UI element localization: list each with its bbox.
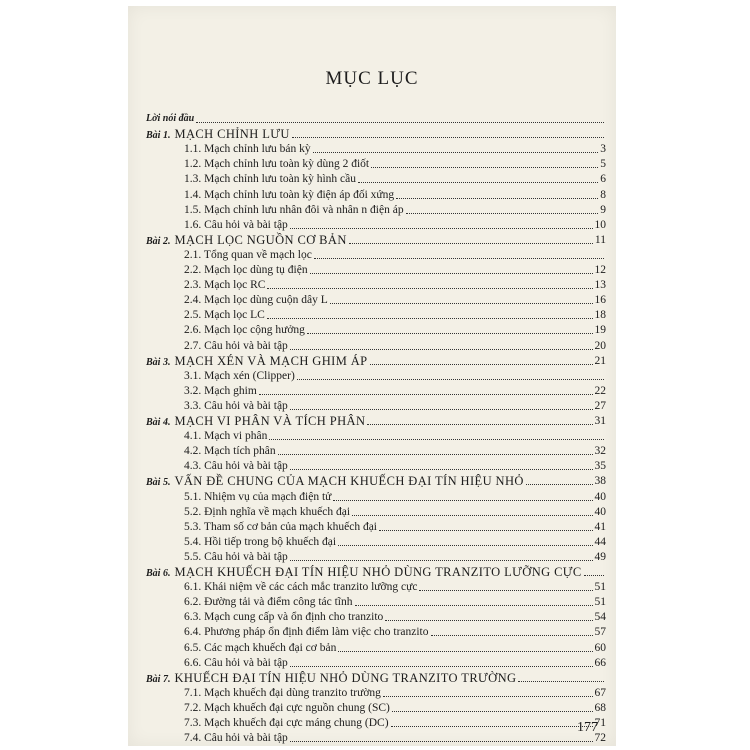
toc-page-number: 22: [594, 384, 606, 397]
toc-page-number: 68: [594, 701, 606, 714]
toc-page-number: 32: [594, 445, 606, 458]
toc-entry-label: 1.4. Mạch chỉnh lưu toàn kỳ điện áp đối xứng: [184, 188, 395, 201]
toc-page-number: 16: [594, 294, 606, 307]
dot-leader: [383, 696, 593, 697]
toc-entry-label: 3.3. Câu hỏi và bài tập: [184, 399, 288, 412]
toc-page-number: 38: [594, 475, 606, 488]
dot-leader: [392, 711, 593, 712]
toc-page-number: 40: [594, 490, 606, 503]
toc-page-number: 3: [600, 143, 606, 156]
toc-page-number: 66: [594, 656, 606, 669]
toc-chapter-row: [146, 231, 606, 247]
toc-section-row: [184, 684, 606, 700]
toc-section-row: [184, 442, 606, 458]
dot-leader: [358, 182, 598, 183]
dot-leader: [355, 605, 593, 606]
chapter-number: Bài 2.: [146, 235, 171, 247]
toc-entry-label: 7.1. Mạch khuếch đại dùng tranzito trường: [184, 686, 381, 699]
toc-entry-label: VẤN ĐỀ CHUNG CỦA MẠCH KHUẾCH ĐẠI TÍN HIỆU NHỎ: [174, 474, 524, 489]
toc-section-row: [184, 639, 606, 655]
dot-leader: [584, 575, 604, 576]
dot-leader: [290, 560, 593, 561]
dot-leader: [330, 303, 593, 304]
toc-section-row: [184, 427, 606, 443]
dot-leader: [518, 681, 604, 682]
toc-entry-label: 7.3. Mạch khuếch đại cực máng chung (DC): [184, 717, 389, 729]
toc-page-number: 49: [594, 550, 606, 563]
toc-entry-label: 7.4. Câu hỏi và bài tập: [184, 732, 288, 745]
dot-leader: [379, 530, 592, 531]
toc-section-row: [184, 548, 606, 564]
toc-entry-label: MẠCH KHUẾCH ĐẠI TÍN HIỆU NHỎ DÙNG TRANZITO LƯỠNG CỰC: [174, 565, 582, 579]
toc-entry-label: MẠCH XÉN VÀ MẠCH GHIM ÁP: [174, 353, 368, 368]
dot-leader: [267, 318, 593, 319]
toc-section-row: [184, 488, 606, 504]
dot-leader: [333, 500, 592, 501]
toc-entry-label: 6.5. Các mạch khuếch đại cơ bản: [184, 641, 337, 654]
toc-section-row: [184, 503, 606, 519]
dot-leader: [367, 424, 592, 425]
dot-leader: [391, 726, 593, 727]
toc-entry-label: 1.1. Mạch chỉnh lưu bán kỳ: [184, 143, 311, 156]
chapter-number: Bài 4.: [146, 417, 171, 428]
toc-section-row: [184, 623, 606, 639]
toc-entry-label: 1.3. Mạch chỉnh lưu toàn kỳ hình cầu: [184, 173, 356, 186]
dot-leader: [290, 228, 593, 229]
toc-section-row: [184, 155, 606, 171]
toc-section-row: [184, 186, 606, 202]
dot-leader: [419, 590, 592, 591]
chapter-number: Bài 1.: [146, 130, 171, 142]
dot-leader: [314, 258, 604, 259]
dot-leader: [526, 484, 593, 485]
dot-leader: [431, 635, 593, 636]
toc-page-number: 13: [594, 279, 606, 292]
dot-leader: [310, 273, 593, 274]
toc-entry-label: 1.2. Mạch chỉnh lưu toàn kỳ dùng 2 điốt: [184, 158, 370, 171]
toc-entry-label: 2.5. Mạch lọc LC: [184, 309, 265, 322]
toc-entry-label: 1.5. Mạch chỉnh lưu nhân đôi và nhân n điện áp: [184, 203, 404, 216]
toc-entry-label: 2.1. Tổng quan về mạch lọc: [184, 248, 312, 261]
toc-page-number: 35: [594, 460, 606, 473]
toc-entry-label: 6.1. Khái niệm về các cách mắc tranzito lưỡng cực: [184, 581, 418, 594]
dot-leader: [338, 651, 592, 652]
toc-page-number: 9: [600, 203, 606, 216]
toc-entry-label: 6.3. Mạch cung cấp và ổn định cho tranzito: [184, 611, 384, 624]
toc-section-row: [184, 276, 606, 292]
toc-page-number: 8: [600, 188, 606, 201]
toc-section-row: [184, 608, 606, 624]
toc-page-number: 27: [594, 399, 606, 412]
toc-entry-label: Lời nói đầu: [146, 113, 195, 124]
dot-leader: [290, 409, 593, 410]
dot-leader: [267, 288, 592, 289]
page-number: 177: [577, 720, 598, 735]
toc-entry-label: 2.2. Mạch lọc dùng tụ điện: [184, 264, 308, 276]
toc-page-number: 72: [594, 732, 606, 745]
dot-leader: [349, 243, 593, 244]
toc-chapter-row: [146, 669, 606, 685]
toc-chapter-row: [146, 563, 606, 579]
toc-page-number: 11: [594, 233, 606, 246]
toc-chapter-row: [146, 125, 606, 141]
toc-entry-label: 3.2. Mạch ghim: [184, 384, 257, 397]
toc-entry-label: 5.5. Câu hỏi và bài tập: [184, 550, 288, 563]
chapter-number: Bài 6.: [146, 568, 171, 579]
dot-leader: [406, 213, 599, 214]
toc-entry-label: 4.3. Câu hỏi và bài tập: [184, 460, 288, 473]
toc-entry-label: 5.1. Nhiệm vụ của mạch điện tử: [184, 490, 332, 503]
toc-page-number: 19: [594, 324, 606, 337]
dot-leader: [338, 545, 592, 546]
dot-leader: [396, 198, 598, 199]
chapter-number: Bài 3.: [146, 356, 171, 368]
toc-chapter-row: [146, 412, 606, 428]
toc-page-number: 10: [594, 218, 606, 231]
toc-page-number: 54: [594, 611, 606, 624]
dot-leader: [313, 152, 599, 153]
toc-section-row: [184, 654, 606, 670]
dot-leader: [352, 515, 592, 516]
dot-leader: [307, 333, 593, 334]
chapter-number: Bài 7.: [146, 673, 171, 685]
toc-entry-label: MẠCH VI PHÂN VÀ TÍCH PHÂN: [174, 414, 366, 428]
toc-page-number: 60: [594, 641, 606, 654]
dot-leader: [290, 469, 593, 470]
toc-section-row: [184, 397, 606, 413]
toc-page-number: 20: [594, 339, 606, 352]
toc-entry-label: 5.3. Tham số cơ bản của mạch khuếch đại: [184, 520, 378, 533]
toc-entry-label: 2.7. Câu hỏi và bài tập: [184, 339, 288, 352]
toc-page-number: 40: [594, 505, 606, 518]
page-title: MỤC LỤC: [325, 68, 419, 89]
toc-page-number: 12: [594, 264, 606, 276]
toc-chapter-row: [146, 472, 606, 488]
toc-entry-label: 7.2. Mạch khuếch đại cực nguồn chung (SC): [184, 701, 390, 714]
toc-entry-label: 2.4. Mạch lọc dùng cuộn dây L: [184, 294, 328, 307]
toc-section-row: [184, 714, 606, 730]
toc-entry-label: 1.6. Câu hỏi và bài tập: [184, 218, 288, 231]
toc-section-row: [184, 457, 606, 473]
chapter-number: Bài 5.: [146, 477, 171, 489]
toc-entry-label: 4.1. Mạch vi phân: [184, 430, 268, 443]
dot-leader: [385, 620, 592, 621]
toc-section-row: [184, 699, 606, 715]
toc-section-row: [184, 593, 606, 609]
toc-section-row: [184, 729, 606, 745]
toc-section-row: [184, 246, 606, 262]
toc-section-row: [184, 533, 606, 549]
toc-page-number: 67: [594, 686, 606, 699]
toc-page-number: 6: [600, 173, 606, 186]
toc-page-number: 21: [594, 354, 606, 367]
toc-section-row: [184, 578, 606, 594]
toc-preface-row: [146, 110, 606, 126]
dot-leader: [196, 122, 604, 123]
toc-section-row: [184, 337, 606, 353]
dot-leader: [292, 137, 604, 138]
toc-entry-label: MẠCH CHỈNH LƯU: [174, 127, 290, 142]
dot-leader: [278, 454, 593, 455]
toc-page-number: 51: [594, 596, 606, 609]
dot-leader: [290, 349, 593, 350]
toc-entry-label: 6.6. Câu hỏi và bài tập: [184, 656, 288, 669]
toc-entry-label: 3.1. Mạch xén (Clipper): [184, 369, 295, 382]
toc-entry-label: 5.2. Định nghĩa về mạch khuếch đại: [184, 505, 351, 518]
toc-section-row: [184, 367, 606, 383]
toc-page-number: 57: [594, 626, 606, 639]
toc-page-number: 51: [594, 581, 606, 594]
dot-leader: [290, 666, 593, 667]
toc-section-row: [184, 140, 606, 156]
toc-entry-label: 5.4. Hồi tiếp trong bộ khuếch đại: [184, 535, 337, 548]
toc-entry-label: 2.3. Mạch lọc RC: [184, 279, 266, 292]
dot-leader: [370, 364, 593, 365]
toc-section-row: [184, 216, 606, 232]
book-page: [128, 6, 616, 746]
dot-leader: [269, 439, 604, 440]
toc-section-row: [184, 261, 606, 277]
toc-page-number: 31: [594, 415, 606, 427]
toc-section-row: [184, 170, 606, 186]
dot-leader: [290, 741, 593, 742]
toc-section-row: [184, 306, 606, 322]
toc-entry-label: 2.6. Mạch lọc cộng hưởng: [184, 324, 305, 337]
toc-entry-label: 6.2. Đường tải và điểm công tác tĩnh: [184, 596, 353, 609]
toc-section-row: [184, 321, 606, 337]
toc-page-number: 44: [594, 535, 606, 548]
toc-entry-label: 6.4. Phương pháp ổn định điểm làm việc cho tranzito: [184, 626, 429, 639]
toc-page-number: 41: [594, 520, 606, 533]
toc-section-row: [184, 291, 606, 307]
dot-leader: [371, 167, 598, 168]
dot-leader: [297, 379, 604, 380]
toc-page-number: 5: [600, 158, 606, 171]
toc-page-number: 18: [594, 309, 606, 322]
toc-page-number: 71: [594, 717, 606, 729]
toc-section-row: [184, 201, 606, 217]
toc-section-row: [184, 382, 606, 398]
toc-entry-label: KHUẾCH ĐẠI TÍN HIỆU NHỎ DÙNG TRANZITO TRƯỜNG: [174, 670, 517, 685]
toc-chapter-row: [146, 352, 606, 368]
dot-leader: [259, 394, 593, 395]
toc-section-row: [184, 518, 606, 534]
toc-entry-label: 4.2. Mạch tích phân: [184, 445, 276, 458]
toc-entry-label: MẠCH LỌC NGUỒN CƠ BẢN: [174, 232, 347, 247]
